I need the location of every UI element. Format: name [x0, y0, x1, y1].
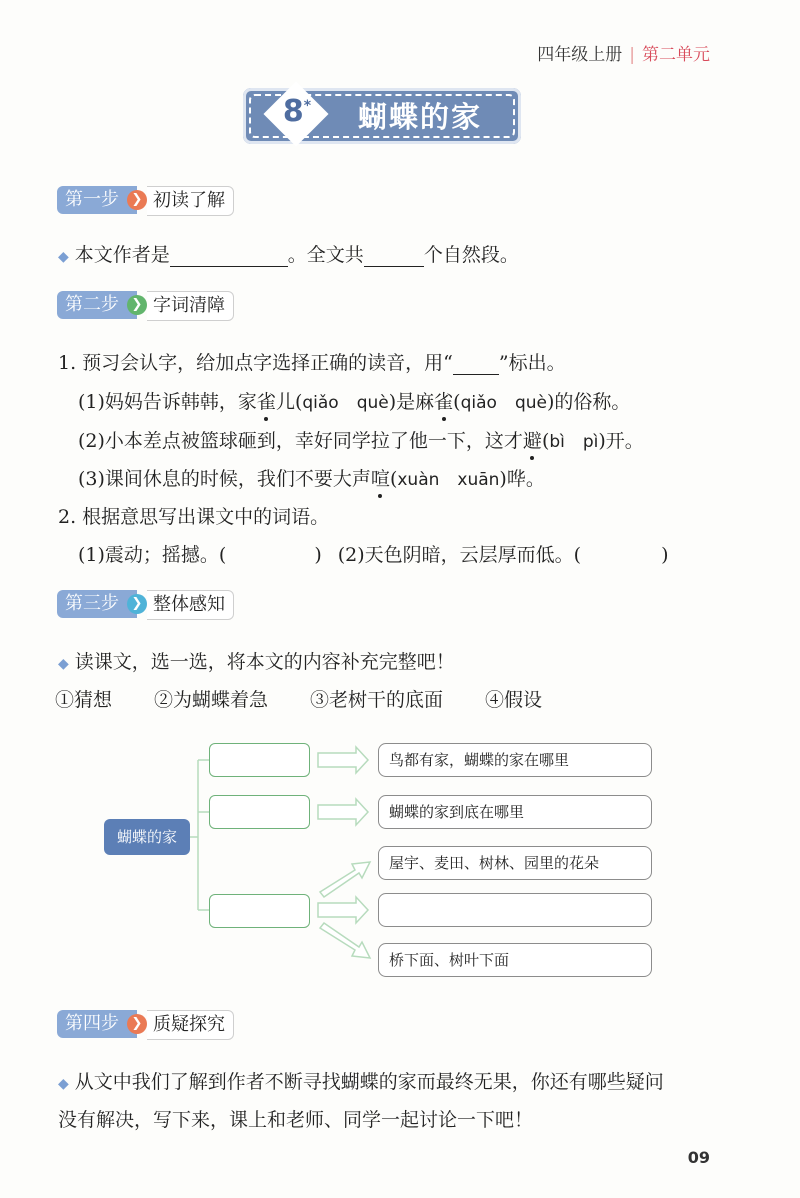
sentence-1: (1)妈妈告诉韩韩，家雀儿(qiǎo què)是麻雀(qiǎo què)的俗称。 — [78, 387, 630, 414]
mindmap-center: 蝴蝶的家 — [104, 819, 190, 855]
option-item: ①猜想 — [55, 689, 113, 711]
question-1: 1. 预习会认字，给加点字选择正确的读音，用“ ”标出。 — [58, 352, 566, 374]
step-3-tag: 第三步 — [57, 590, 137, 618]
step-3-name: 整体感知 — [147, 590, 234, 620]
pinyin-option[interactable]: què — [356, 393, 389, 413]
diamond-bullet-icon: ◆ — [58, 1076, 69, 1092]
mindmap-answer-box-1[interactable] — [209, 743, 310, 777]
grade-label: 四年级上册 — [537, 45, 623, 65]
chevron-right-icon: ❯ — [127, 1014, 147, 1034]
sentence-3: (3)课间休息的时候，我们不要大声喧(xuàn xuān)哗。 — [78, 464, 545, 491]
step-4-tag: 第四步 — [57, 1010, 137, 1038]
mindmap-answer-box-2[interactable] — [209, 795, 310, 829]
unit-label: 第二单元 — [642, 45, 710, 65]
diamond-bullet-icon: ◆ — [58, 249, 69, 265]
mindmap-result-3: 屋宇、麦田、树林、园里的花朵 — [378, 846, 652, 880]
option-item: ④假设 — [485, 689, 543, 711]
sentence-2: (2)小本差点被篮球砸到，幸好同学拉了他一下，这才避(bì pì)开。 — [78, 426, 644, 453]
step-1-name: 初读了解 — [147, 186, 234, 216]
mindmap-answer-box-3[interactable] — [209, 894, 310, 928]
mindmap-result-blank[interactable] — [378, 893, 652, 927]
question-2-items: (1)震动；摇撼。( ) (2)天色阴暗，云层厚而低。( ) — [78, 544, 669, 566]
page-number: 09 — [687, 1148, 710, 1167]
mindmap-result-1: 鸟都有家，蝴蝶的家在哪里 — [378, 743, 652, 777]
header-separator: | — [629, 45, 635, 65]
pinyin-option[interactable]: xuàn — [397, 470, 440, 490]
step-4-line-1: ◆ 从文中我们了解到作者不断寻找蝴蝶的家而最终无果，你还有哪些疑问 — [58, 1071, 664, 1093]
chevron-right-icon: ❯ — [127, 295, 147, 315]
question-2: 2. 根据意思写出课文中的词语。 — [58, 506, 330, 528]
step-2-name: 字词清障 — [147, 291, 234, 321]
arrow-right-icon — [318, 747, 368, 773]
step-4-name: 质疑探究 — [147, 1010, 234, 1040]
step-3-prompt: ◆ 读课文，选一选，将本文的内容补充完整吧！ — [58, 651, 455, 673]
mindmap-result-2: 蝴蝶的家到底在哪里 — [378, 795, 652, 829]
pinyin-option[interactable]: què — [514, 393, 547, 413]
diamond-bullet-icon: ◆ — [58, 656, 69, 672]
chevron-right-icon: ❯ — [127, 190, 147, 210]
step-1-question: ◆ 本文作者是 。全文共 个自然段。 — [58, 244, 519, 266]
pinyin-option[interactable]: qiǎo — [302, 393, 339, 413]
arrow-right-icon — [318, 799, 368, 825]
mindmap-result-5: 桥下面、树叶下面 — [378, 943, 652, 977]
step-1-tag: 第一步 — [57, 186, 137, 214]
step-4-line-2: 没有解决，写下来，课上和老师、同学一起讨论一下吧！ — [58, 1109, 534, 1131]
arrow-right-icon — [318, 897, 368, 923]
pinyin-option[interactable]: bì — [549, 432, 565, 452]
arrow-up-right-icon — [320, 862, 370, 897]
pinyin-option[interactable]: xuān — [457, 470, 500, 490]
step-2-tag: 第二步 — [57, 291, 137, 319]
option-item: ②为蝴蝶着急 — [154, 689, 269, 711]
chevron-right-icon: ❯ — [127, 594, 147, 614]
pinyin-option[interactable]: pì — [582, 432, 599, 452]
lesson-title: 蝴蝶的家 — [358, 100, 483, 134]
option-item: ③老树干的底面 — [310, 689, 444, 711]
lesson-number: 8* — [282, 94, 312, 129]
arrow-down-right-icon — [320, 923, 370, 958]
pinyin-option[interactable]: qiǎo — [460, 393, 497, 413]
